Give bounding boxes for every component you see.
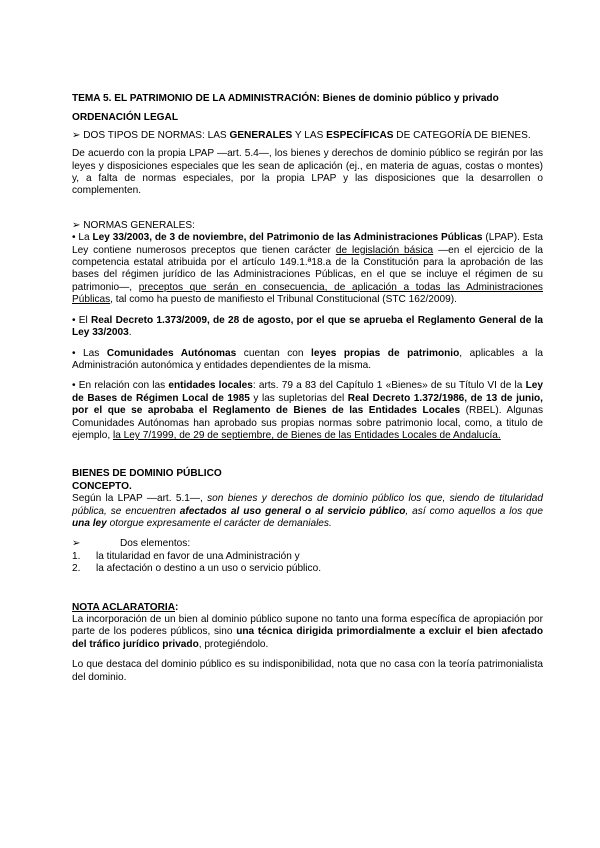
text-bold: Real Decreto 1.373/2009, de 28 de agosto, por el que se aprueba el Reglamento General de la Ley 33/2003 — [72, 314, 543, 339]
text: La incorporación de un bien al dominio público supone no tanto una forma específica de apropiación por parte de los poderes públicos, sino — [72, 614, 543, 638]
text: , aplicables a la Administración autonómica y entidades dependientes de la misma. — [72, 347, 544, 371]
text: : arts. 79 a 83 del Capítulo 1 «Bienes» de su Título VI de la — [252, 380, 526, 392]
text: . — [128, 327, 132, 339]
paragraph-real-decreto-1373 — [72, 315, 543, 340]
text: • El — [72, 314, 92, 326]
text-italic: , así como aquellos a los que — [405, 505, 543, 517]
list-item — [72, 551, 543, 563]
list-item-text: la titularidad en favor de una Administración y — [96, 550, 300, 562]
list-item-number: 1. — [72, 550, 81, 562]
text: , protegiéndolo. — [198, 638, 269, 650]
list-item-number: 2. — [72, 563, 81, 575]
paragraph-comunidades-autonomas — [72, 348, 543, 373]
text: (RBEL). Algunas Comunidades Autónomas han aprobado sus propias normas sobre patrimonio local, como, a titulo de ejemplo, — [72, 405, 543, 441]
text: , tal como ha puesto de manifiesto el Tribunal Constitucional (STC 162/2009). — [110, 294, 457, 306]
text-bold: entidades locales — [168, 380, 253, 392]
section-heading-concepto: CONCEPTO. — [72, 480, 132, 492]
section-heading-nota-aclaratoria — [72, 602, 543, 614]
list-item-text: la afectación o destino a un uso o servicio público. — [96, 563, 322, 575]
paragraph-normas-generales: ➢ NORMAS GENERALES: — [72, 219, 195, 231]
paragraph-ley-33-2003 — [72, 232, 543, 306]
elements-label: Dos elementos: — [120, 538, 191, 550]
text-bold-italic: afectados al uso general o al servicio público — [179, 505, 406, 517]
text-bold-italic: una ley — [72, 517, 107, 529]
text: Según la LPAP —art. 5.1—, — [72, 493, 208, 505]
text: (LPAP). Esta Ley contiene numerosos preceptos que tienen carácter — [72, 232, 543, 256]
paragraph-entidades-locales — [72, 380, 543, 442]
text-bold: : — [174, 601, 179, 613]
paragraph-incorporacion — [72, 614, 543, 651]
text-bold: Real Decreto 1.372/1986, de 13 de junio, por el que se aprobaba el Reglamento de Bienes de las Entidades Locales — [72, 392, 543, 417]
text-underlined: preceptos que serán en consecuencia, de aplicación a todas las Administraciones Públicas — [72, 281, 543, 306]
paragraph-lpap-art-5-4: De acuerdo con la propia LPAP —art. 5.4—, los bienes y derechos de dominio público se regirán por las leyes y disposiciones especiales que les sean de aplicación (ej., en materia de aguas, costas o montes) y, a falta de normas especiales, por la propia LPAP y las disposiciones que la desarrollen o complementen. — [72, 148, 543, 197]
paragraph-indisponibilidad: Lo que destaca del dominio público es su indisponibilidad, nota que no casa con la teoría patrimonialista del dominio. — [72, 659, 543, 683]
text: • La — [72, 232, 93, 244]
text-bold: Ley de Bases de Régimen Local de 1985 — [72, 380, 543, 404]
text-bold-underlined: NOTA ACLARATORIA — [72, 601, 175, 613]
elements-list — [72, 551, 543, 576]
text-bold: Ley 33/2003, de 3 de noviembre, del Patrimonio de las Administraciones Públicas — [92, 232, 483, 244]
list-item — [72, 563, 543, 575]
text-bold: una técnica dirigida primordialmente a excluir el bien afectado del tráfico jurídico privado — [72, 626, 543, 650]
paragraph-tipos-normas — [72, 130, 543, 142]
text: cuentan con — [236, 347, 312, 359]
elements-label-row — [72, 538, 543, 550]
text-italic: son bienes y derechos de dominio público los que, siendo de titularidad pública, se encuentren — [72, 493, 543, 517]
text-bold: Comunidades Autónomas — [106, 347, 237, 359]
section-heading-ordenacion-legal: ORDENACIÓN LEGAL — [72, 112, 178, 124]
text-bold: ESPECÍFICAS — [326, 129, 394, 141]
text: ➢ DOS TIPOS DE NORMAS: LAS — [72, 129, 230, 141]
text: —en el ejercicio de la competencia estatal atribuida por el artículo 149.1.ª18.a de la Constitución para la aprobación de las bases del régimen jurídico de las Administraciones Públicas, en el que se incluye el régimen de su patrimonio—, — [72, 244, 543, 293]
text-underlined: de legislación básica — [335, 244, 434, 256]
text: Y LAS — [292, 129, 327, 141]
text: y las supletorias del — [249, 392, 348, 404]
text-underlined: la Ley 7/1999, de 29 de septiembre, de Bienes de las Entidades Locales de Andalucía. — [112, 429, 501, 441]
text-bold: GENERALES — [229, 129, 293, 141]
text-bold: leyes propias de patrimonio — [311, 347, 460, 359]
document-title: TEMA 5. EL PATRIMONIO DE LA ADMINISTRACIÓN: Bienes de dominio público y privado — [72, 93, 499, 104]
paragraph-concepto — [72, 493, 543, 530]
text-italic: otorgue expresamente el carácter de demaniales. — [106, 517, 332, 529]
text: • Las — [72, 347, 107, 359]
section-heading-bienes-dominio-publico: BIENES DE DOMINIO PÚBLICO — [72, 468, 222, 480]
arrow-bullet-icon: ➢ — [72, 538, 81, 550]
text: DE CATEGORÍA DE BIENES. — [393, 129, 531, 141]
text: • En relación con las — [72, 380, 169, 392]
